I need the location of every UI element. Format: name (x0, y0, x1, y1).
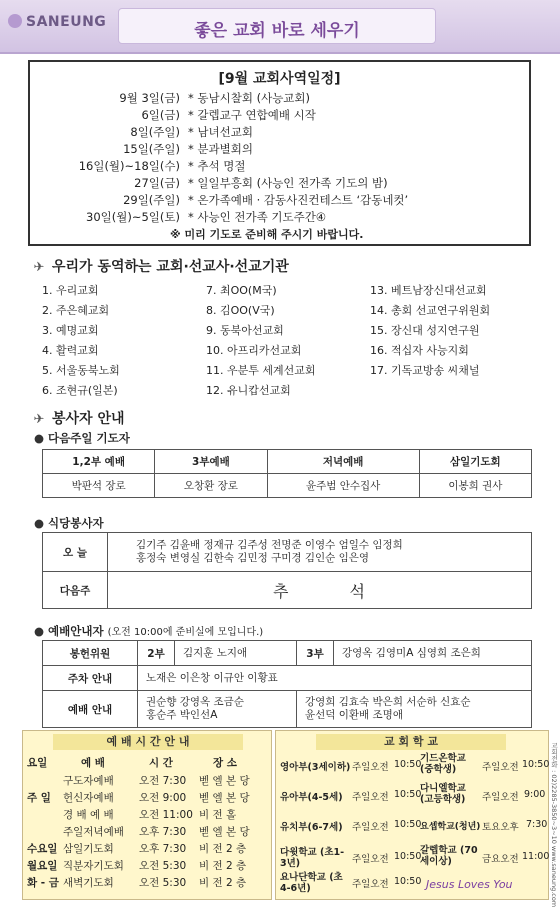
today-names (108, 533, 532, 572)
partner-item: 9. 동북아선교회 (206, 324, 284, 337)
table-header: 저녁예배 (267, 450, 419, 474)
schedule-row (40, 107, 520, 125)
partner-item: 2. 주은혜교회 (42, 304, 110, 317)
school-hour: 10:50 (394, 876, 422, 887)
worship-times-title: 예 배 시 간 안 내 (53, 734, 243, 750)
school-time: 주일오전 (352, 879, 389, 890)
usher-names-right (297, 691, 532, 728)
partner-item: 6. 조현규(일본) (42, 384, 118, 397)
table-cell: 박판석 장로 (43, 474, 155, 498)
table-header: 3부예배 (155, 450, 267, 474)
table-header: 삼일기도회 (419, 450, 531, 474)
prayer-subheading: ● 다음주일 기도자 (34, 431, 130, 445)
schedule-row (40, 141, 520, 159)
schedule-row (40, 90, 520, 108)
partner-item: 3. 예명교회 (42, 324, 99, 337)
table-cell: 윤주범 안수집사 (267, 474, 419, 498)
school-time: 주일오전 (482, 792, 519, 803)
service-2-label: 2부 (138, 641, 175, 666)
partner-item: 13. 베트남장신대선교회 (370, 284, 487, 297)
bullet-icon: ● (34, 624, 45, 638)
schedule-item: * 온가족예배 · 감동사진컨테스트 ‘감동네컷’ (188, 193, 409, 207)
airplane-icon: ✈ (33, 412, 45, 427)
table-header: 1,2부 예배 (43, 450, 155, 474)
schedule-date: 8일(주일) (130, 125, 180, 139)
schedule-item: * 사능인 전가족 기도주간④ (188, 210, 327, 224)
page-title: 좋은 교회 바로 세우기 (194, 21, 360, 41)
parking-label: 주차 안내 (43, 666, 138, 691)
parking-names: 노재은 이은창 이규안 이황표 (138, 666, 532, 691)
schedule-date: 30일(월)~5일(토) (86, 210, 180, 224)
guide-subheading: ● 예배안내자 (오전 10:00에 준비실에 모입니다.) (34, 624, 264, 638)
school-time: 금요오전 (482, 854, 519, 865)
volunteers-heading: ✈ 봉사자 안내 (30, 408, 125, 428)
offering-label: 봉헌위원 (43, 641, 138, 666)
names-line: 김기주 김윤배 정재규 김주성 전명준 이영수 엄일수 임정희 (136, 539, 403, 551)
worship-times-panel: 예 배 시 간 안 내 요일 예 배 시 간 장 소 구도자예배 오전 7:30 벧 엘 본 당 주 일 헌신자예배 오전 9:00 벧 엘 본 당 경 배 예 배 오전 11:00 비 전 홀 주일저녁예배 오후 7:30 벧 엘 본 당 수요일 삼일기도회 오후 7:30 비 전 2 층 월요일 직분자기도회 오전 5:30 비 전 2 층 화 - 금 새벽기도회 오전 5:30 비 전 2 층 (22, 730, 272, 900)
table-row (43, 666, 532, 691)
schedule-date: 9월 3일(금) (119, 91, 180, 105)
offering-names-2: 김지훈 노지애 (175, 641, 297, 666)
col-header: 장 소 (213, 757, 237, 769)
names-line: 권순향 강영옥 조금순 (146, 696, 244, 708)
bullet-icon: ● (34, 431, 45, 445)
school-hour: 10:50 (394, 851, 422, 862)
church-logo-icon (8, 14, 22, 28)
names-line: 홍순주 박인선A (146, 709, 218, 721)
schedule-row (40, 158, 520, 176)
partner-item: 11. 우분투 세계선교회 (206, 364, 316, 377)
partner-item: 17. 기독교방송 씨채널 (370, 364, 480, 377)
schedule-item: * 동남시찰회 (사능교회) (188, 91, 311, 105)
schedule-date: 6일(금) (141, 108, 180, 122)
table-row (43, 533, 532, 572)
schedule-row (40, 124, 520, 142)
schedule-date: 27일(금) (134, 176, 180, 190)
title-banner (118, 8, 436, 44)
partner-item: 4. 활력교회 (42, 344, 99, 357)
school-hour: 9:00 (524, 789, 546, 800)
guide-note: (오전 10:00에 준비실에 모입니다.) (107, 627, 264, 638)
school-hour: 7:30 (526, 819, 548, 830)
schedule-title: [9월 교회사역일정] (218, 71, 341, 87)
partner-item: 7. 최OO(M국) (206, 284, 277, 297)
church-school-panel: 교 회 학 교 영아부(3세이하) 주일오전 10:50 유아부(4-5세) 주일오전 10:50 유치부(6-7세) 주일오전 10:50 다윗학교 (초1-3년) 주일오전 10:50 요나단학교 (초4-6년) 주일오전 10:50 기드온학교 (중학생) 주일오전 10:50 다니엘학교 (고등학생) 주일오전 9:00 요셉학교(청년) 토요오후 7:30 갈렙학교 (70세이상) 금요오전 11:00 Jesus Loves You (275, 730, 549, 900)
schedule-date: 16일(월)~18일(수) (78, 159, 180, 173)
guide-table (42, 640, 532, 728)
school-hour: 10:50 (522, 759, 550, 770)
partner-item: 8. 김OO(V국) (206, 304, 275, 317)
schedule-item: * 남녀선교회 (188, 125, 253, 139)
service-3-label: 3부 (297, 641, 334, 666)
names-line: 홍정숙 변영실 김한숙 김민정 구미경 김인순 임은영 (136, 552, 370, 564)
airplane-icon: ✈ (33, 260, 45, 275)
school-time: 토요오후 (482, 822, 519, 833)
schedule-item: * 갈렙교구 연합예배 시작 (188, 108, 316, 122)
partner-item: 16. 적십자 사능지회 (370, 344, 469, 357)
names-line: 윤선덕 이환배 조명애 (305, 709, 403, 721)
schedule-row (40, 209, 520, 227)
names-line: 강영희 김효숙 박은희 서순하 신효순 (305, 696, 471, 708)
schedule-item: * 분과별회의 (188, 142, 253, 156)
schedule-date: 15일(주일) (123, 142, 180, 156)
cafeteria-table (42, 532, 532, 609)
offering-names-3: 강영옥 김영미A 심영희 조은희 (334, 641, 532, 666)
next-week-label: 다음주 (43, 572, 108, 609)
schedule-row (40, 175, 520, 193)
prayer-table (42, 449, 532, 498)
usher-names-left (138, 691, 297, 728)
table-row (43, 691, 532, 728)
slogan-text: Jesus Loves You (426, 878, 513, 891)
col-header: 시 간 (149, 757, 173, 769)
school-row: 요나단학교 (초4-6년) (280, 872, 343, 894)
school-row: 갈렙학교 (70세이상) (420, 845, 478, 867)
partner-item: 5. 서울동북노회 (42, 364, 120, 377)
contact-text: 교회전화 : 02)2285-3850~3~10 www.saneung.com (550, 742, 558, 907)
september-schedule-box (28, 60, 531, 246)
school-row: 다윗학교 (초1-3년) (280, 847, 345, 869)
col-header: 요일 (27, 757, 48, 769)
table-row (43, 641, 532, 666)
page-header (0, 0, 560, 54)
school-row: 다니엘학교 (고등학생) (420, 783, 466, 805)
bullet-icon: ● (34, 516, 45, 530)
church-logo-text: SANEUNG (26, 14, 107, 30)
school-time: 주일오전 (482, 762, 519, 773)
school-hour: 11:00 (522, 851, 550, 862)
usher-label: 예배 안내 (43, 691, 138, 728)
partner-item: 10. 아프리카선교회 (206, 344, 302, 357)
table-cell: 오창환 장로 (155, 474, 267, 498)
table-row (43, 572, 532, 609)
partners-heading: ✈ 우리가 동역하는 교회·선교사·선교기관 (30, 256, 289, 276)
church-school-title: 교 회 학 교 (316, 734, 506, 750)
schedule-note: ※ 미리 기도로 준비해 주시기 바랍니다. (170, 228, 364, 241)
table-cell: 이봉희 권사 (419, 474, 531, 498)
schedule-row (40, 192, 520, 210)
schedule-item: * 일일부흥회 (사능인 전가족 기도의 밤) (188, 176, 388, 190)
partner-item: 1. 우리교회 (42, 284, 99, 297)
partner-item: 12. 유니캅선교회 (206, 384, 291, 397)
school-row: 요셉학교(청년) (420, 822, 481, 832)
schedule-date: 29일(주일) (123, 193, 180, 207)
schedule-item: * 추석 명절 (188, 159, 246, 173)
today-label: 오 늘 (43, 533, 108, 572)
col-header: 예 배 (81, 757, 105, 769)
school-time: 주일오전 (352, 854, 389, 865)
table-row (43, 450, 532, 474)
next-week-value: 추 석 (108, 572, 532, 609)
partner-item: 15. 장신대 성지연구원 (370, 324, 480, 337)
cafeteria-subheading: ● 식당봉사자 (34, 516, 104, 530)
school-row: 기드온학교 (중학생) (420, 753, 466, 775)
partner-item: 14. 총회 선교연구위원회 (370, 304, 491, 317)
table-row (43, 474, 532, 498)
